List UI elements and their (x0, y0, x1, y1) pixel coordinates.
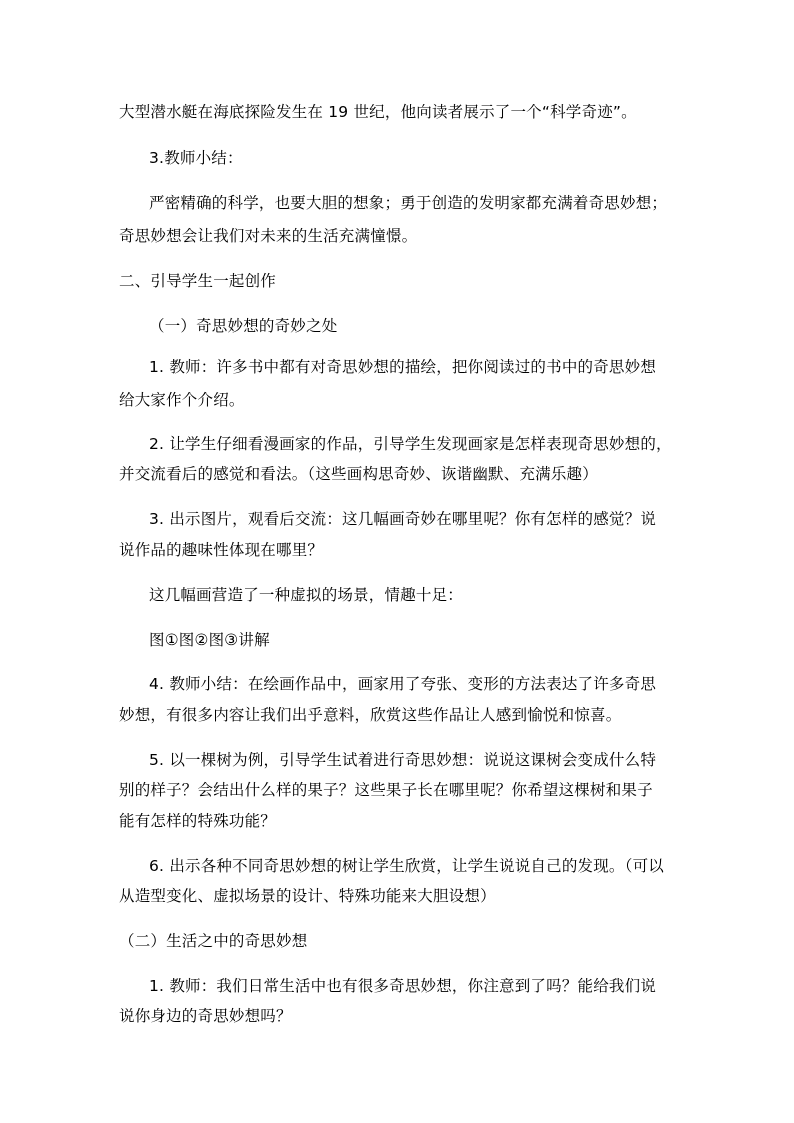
paragraph-line: 严密精确的科学，也要大胆的想象；勇于创造的发明家都充满着奇思妙想； (149, 194, 668, 212)
paragraph-line: 给大家作个介绍。 (119, 391, 245, 409)
paragraph-line: 大型潜水艇在海底探险发生在 19 世纪，他向读者展示了一个“科学奇迹”。 (119, 103, 637, 121)
paragraph-line: 能有怎样的特殊功能？ (119, 812, 277, 830)
paragraph-heading: 3.教师小结： (149, 149, 243, 167)
paragraph-line: 说你身边的奇思妙想吗？ (119, 1007, 292, 1025)
subsection-heading: （二）生活之中的奇思妙想 (119, 932, 308, 950)
paragraph-line: 1. 教师：我们日常生活中也有很多奇思妙想，你注意到了吗？能给我们说 (149, 977, 657, 995)
paragraph-line: 妙想，有很多内容让我们出乎意料，欣赏这些作品让人感到愉悦和惊喜。 (119, 706, 622, 724)
paragraph-line: 别的样子？会结出什么样的果子？这些果子长在哪里呢？你希望这棵树和果子 (119, 781, 653, 799)
paragraph-line: 2. 让学生仔细看漫画家的作品，引导学生发现画家是怎样表现奇思妙想的， (149, 435, 672, 453)
paragraph-line: 从造型变化、虚拟场景的设计、特殊功能来大胆设想） (119, 887, 496, 905)
paragraph-line: 并交流看后的感觉和看法。（这些画构思奇妙、诙谐幽默、充满乐趣） (119, 465, 598, 483)
paragraph-line: 6. 出示各种不同奇思妙想的树让学生欣赏，让学生说说自己的发现。（可以 (149, 857, 664, 875)
paragraph-line: 1. 教师：许多书中都有对奇思妙想的描绘，把你阅读过的书中的奇思妙想 (149, 358, 657, 376)
paragraph-line: 图①图②图③讲解 (149, 631, 270, 649)
paragraph-line: 5. 以一棵树为例，引导学生试着进行奇思妙想：说说这课树会变成什么特 (149, 751, 657, 769)
section-heading: 二、引导学生一起创作 (119, 272, 277, 290)
paragraph-line: 3. 出示图片，观看后交流：这几幅画奇妙在哪里呢？你有怎样的感觉？说 (149, 510, 657, 528)
subsection-heading: （一）奇思妙想的奇妙之处 (149, 317, 338, 335)
paragraph-line: 这几幅画营造了一种虚拟的场景，情趣十足： (149, 586, 464, 604)
paragraph-line: 4. 教师小结：在绘画作品中，画家用了夸张、变形的方法表达了许多奇思 (149, 675, 657, 693)
paragraph-line: 说作品的趣味性体现在哪里？ (119, 541, 324, 559)
paragraph-line: 奇思妙想会让我们对未来的生活充满憧憬。 (119, 227, 418, 245)
